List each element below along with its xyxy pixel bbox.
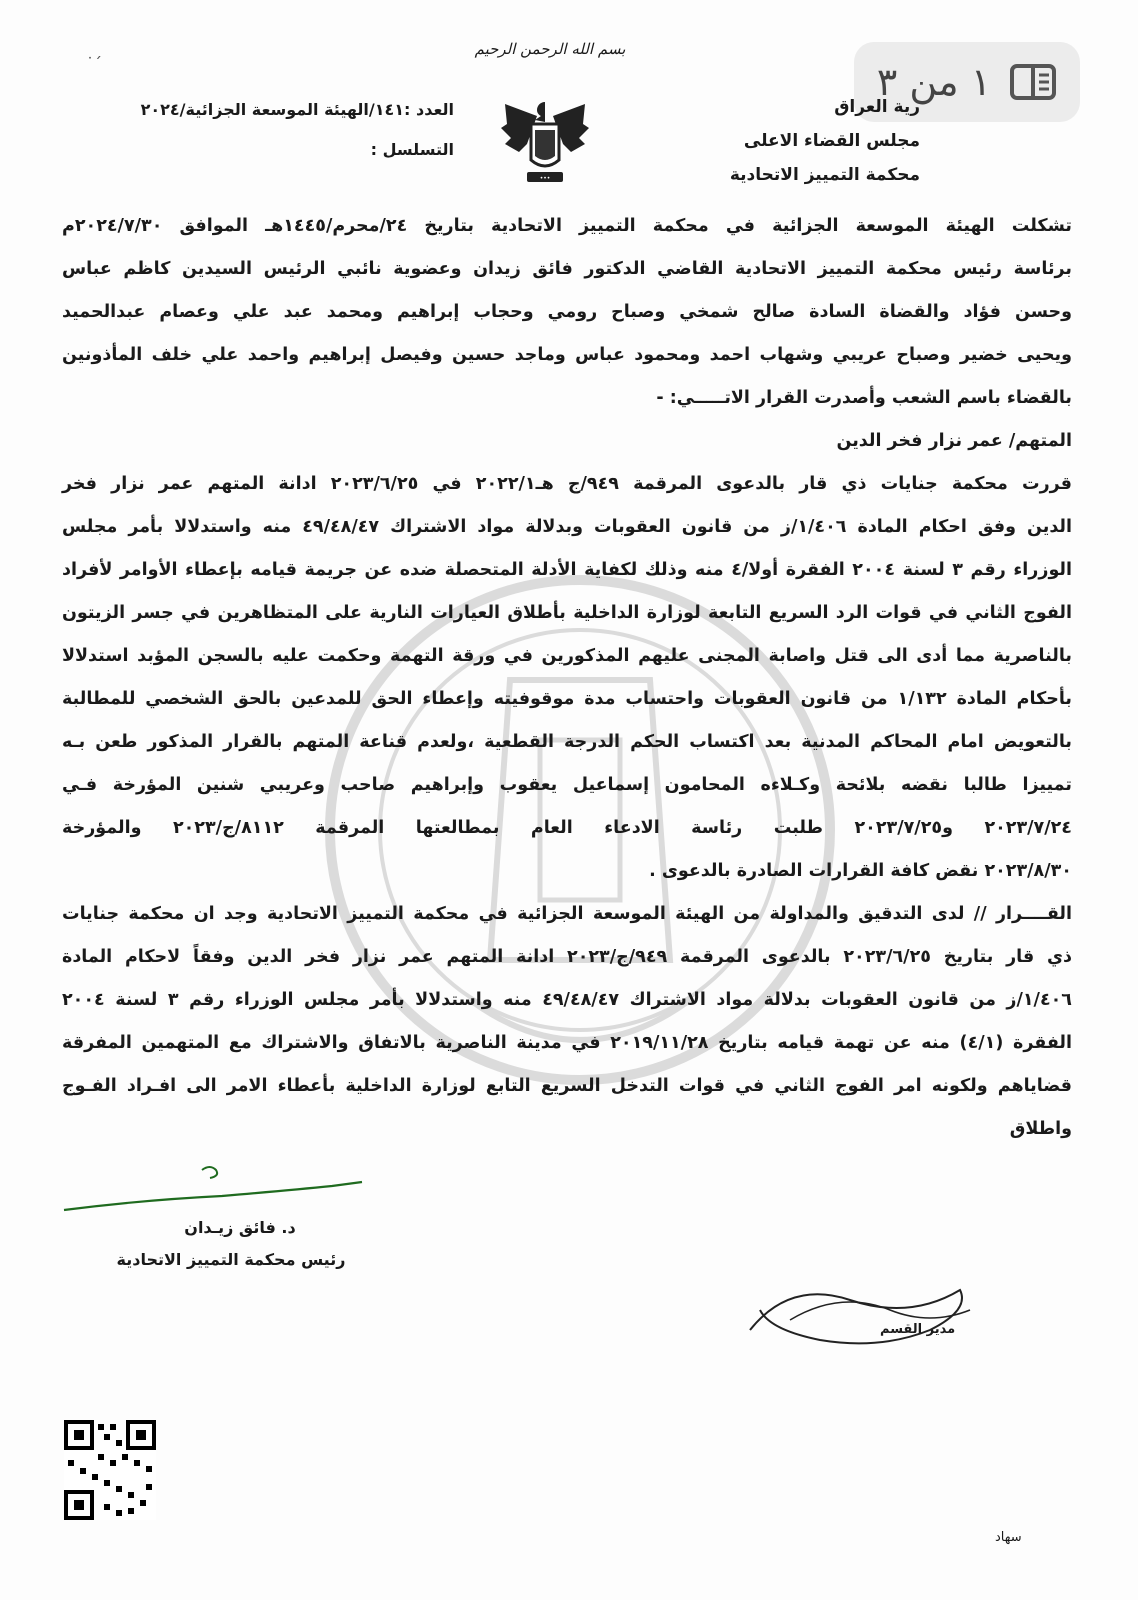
body-line: ٢٠٢٣/٧/٢٤ و٢٠٢٣/٧/٢٥ طلبت رئاسة الادعاء العام بمطالعتها المرقمة ٨١١٢/ج/٢٠٢٣ والمؤرخة: [62, 818, 1072, 838]
body-line: ٢٠٢٣/٨/٣٠ نقض كافة القرارات الصادرة بالدعوى .: [649, 861, 1072, 881]
eagle-emblem-icon: [497, 94, 593, 194]
body-line: بالتعويض امام المحاكم المدنية بعد اكتساب الحكم الدرجة القطعية ،ولعدم قناعة المتهم بالقرار المذكور طعن بـه: [62, 732, 1072, 752]
pen-mark: ˙´: [86, 54, 102, 73]
body-line: قضاياهم ولكونه امر الفوج الثاني في قوات التدخل السريع التابع لوزارة الداخلية بأعطاء الامر الى افـراد الفـوج واطلاق: [62, 1076, 1072, 1139]
body-line: قررت محكمة جنايات ذي قار بالدعوى المرقمة ٩٤٩/ج هـ٢٠٢٢/١ في ٢٠٢٣/٦/٢٥ ادانة المتهم عمر نزار فخر: [62, 474, 1072, 494]
body-line: بأحكام المادة ١/١٣٢ من قانون العقوبات واحتساب مدة موقوفيته وإعطاء الحق للمدعين بالحق الشخصي للمطالبة: [62, 689, 1073, 709]
accused-name-line: المتهم/ عمر نزار فخر الدين: [836, 431, 1072, 451]
body-line: وحسن فؤاد والقضاة السادة صالح شمخي وصباح رومي وحجاب إبراهيم ومحمد عبد علي وعصام عبدالحميد: [62, 302, 1072, 322]
basmala-heading: بسم الله الرحمن الرحيم: [474, 40, 626, 58]
body-line: الوزراء رقم ٣ لسنة ٢٠٠٤ الفقرة أولا/٤ منه وذلك لكفاية الأدلة المتحصلة ضده عن جريمة قيامه بإعطاء الأوامر لأفراد: [62, 560, 1072, 580]
body-line: الفوج الثاني في قوات الرد السريع التابعة لوزارة الداخلية بأطلاق العيارات النارية على المتظاهرين في جسر الزيتون: [62, 603, 1072, 623]
section-manager-label: مدير القسم: [880, 1322, 956, 1337]
body-line: بالناصرية مما أدى الى قتل واصابة المجنى عليهم المذكورين في ورقة التهمة وحكمت عليه بالسجن المؤبد استدلالا: [62, 646, 1072, 666]
signatory-name: د. فائق زيـدان: [184, 1218, 296, 1237]
section-manager-signature: [730, 1270, 990, 1360]
reference-number: العدد :١٤١/الهيئة الموسعة الجزائية/٢٠٢٤: [140, 100, 454, 119]
page-indicator-text: ١ من ٣: [876, 60, 992, 104]
body-line: تمييزا طالبا نقضه بلائحة وكـلاءه المحامون إسماعيل يعقوب وإبراهيم صاحب وعريبي شنين المؤرخة فـي: [62, 775, 1072, 795]
body-line: الفقرة (٤/١) منه عن تهمة قيامه بتاريخ ٢٠١٩/١١/٢٨ في مدينة الناصرية بالاتفاق والاشتراك مع المتهمين المفرقة: [62, 1033, 1072, 1053]
typist-initials: سهاد: [995, 1530, 1022, 1545]
qr-code-icon: [64, 1420, 156, 1520]
body-line: ١/٤٠٦/ز من قانون العقوبات بدلالة مواد الاشتراك ٤٩/٤٨/٤٧ منه واستدلالا بأمر مجلس الوزراء رقم ٣ لسنة ٢٠٠٤: [62, 990, 1072, 1010]
body-line: ويحيى خضير وصباح عريبي وشهاب احمد ومحمود عباس وماجد حسين وفيصل إبراهيم واحمد علي خلف المأذونين: [62, 345, 1072, 365]
body-line: الدين وفق احكام المادة ١/٤٠٦/ز من قانون العقوبات وبدلالة مواد الاشتراك ٤٩/٤٨/٤٧ منه واستدلالا بأمر مجلس: [62, 517, 1073, 537]
book-reader-icon: [1009, 62, 1057, 102]
signatory-title: رئيس محكمة التمييز الاتحادية: [116, 1250, 346, 1269]
issuer-line-court: محكمة التمييز الاتحادية: [729, 165, 920, 185]
reference-header: [74, 90, 454, 170]
body-line: ذي قار بتاريخ ٢٠٢٣/٦/٢٥ بالدعوى المرقمة ٩٤٩/ج/٢٠٢٣ ادانة المتهم عمر نزار فخر الدين وفقاً لاحكام المادة: [62, 947, 1072, 967]
ruling-body: [62, 205, 1072, 1151]
issuer-header: [730, 90, 920, 192]
issuer-line-council: مجلس القضاء الاعلى: [743, 131, 920, 151]
svg-text:•••: •••: [539, 175, 551, 182]
decision-line: القــــرار // لدى التدقيق والمداولة من الهيئة الموسعة الجزائية في محكمة التمييز الاتحادية وجد ان محكمة جنايات: [62, 904, 1072, 924]
body-line: تشكلت الهيئة الموسعة الجزائية في محكمة التمييز الاتحادية بتاريخ ٢٤/محرم/١٤٤٥هـ الموافق ٢٠٢٤/٧/٣٠م: [62, 216, 1072, 236]
body-line: برئاسة رئيس محكمة التمييز الاتحادية القاضي الدكتور فائق زيدان وعضوية نائبي الرئيس السيدين كاظم عباس: [62, 259, 1072, 279]
body-line: بالقضاء باسم الشعب وأصدرت القرار الاتـــــي: -: [656, 388, 1072, 408]
issuer-line-country: رية العراق: [834, 97, 920, 117]
serial-number: التسلسل :: [370, 140, 454, 159]
